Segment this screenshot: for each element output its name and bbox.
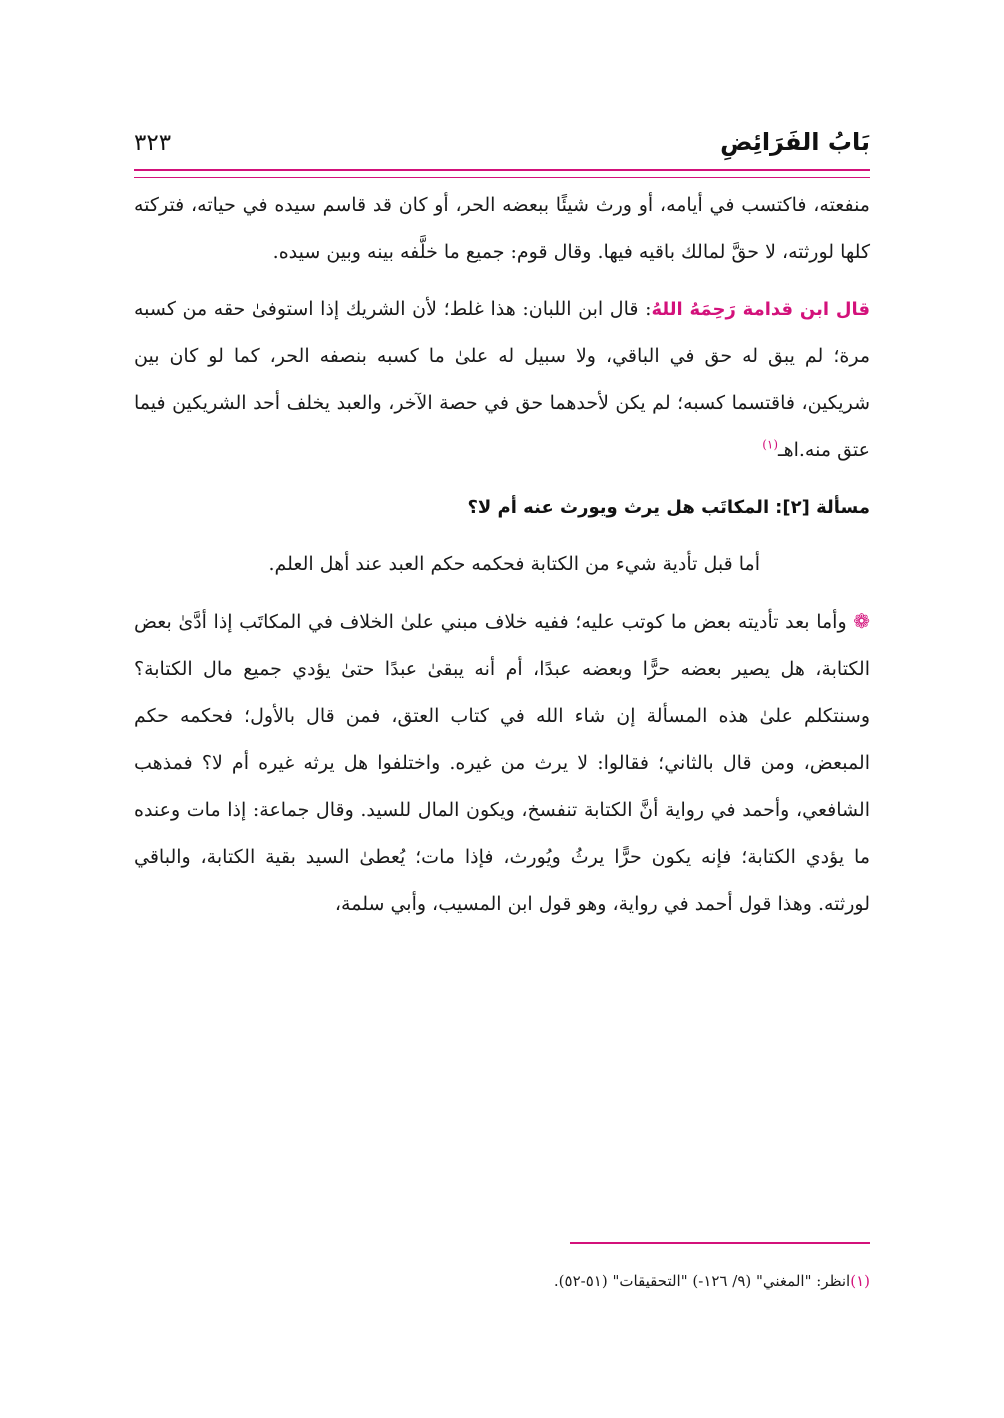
paragraph-3: أما قبل تأدية شيء من الكتابة فحكمه حكم العبد عند أهل العلم. [268, 553, 760, 575]
paragraph-2-text: : قال ابن اللبان: هذا غلط؛ لأن الشريك إذا استوفىٰ حقه من كسبه مرة؛ لم يبق له حق في الباقي، ولا سبيل له علىٰ ما كسبه بنصفه الحر، كما لو كان بين شريكين، فاقتسما كسبه؛ لم يكن لأحدهما حق في حصة الآخر، والعبد يخلف أحد الشريكين فيما عتق منه.اهـ [134, 298, 870, 461]
running-header [134, 128, 870, 168]
paragraph-1: منفعته، فاكتسب في أيامه، أو ورث شيئًا ببعضه الحر، أو كان قد قاسم سيده في حياته، فتركته كلها لورثته، لا حقَّ لمالك باقيه فيها. وقال قوم: جميع ما خلَّفه بينه وبين سيده. [134, 194, 870, 263]
issue-heading [134, 484, 870, 531]
main-text [134, 182, 870, 928]
paragraph-4-text: وأما بعد تأديته بعض ما كوتب عليه؛ ففيه خلاف مبني علىٰ الخلاف في المكاتَب إذا أدَّىٰ بعض الكتابة، هل يصير بعضه حرًّا وبعضه عبدًا، أم أنه يبقىٰ عبدًا حتىٰ يؤدي جميع مال الكتابة؟ وسنتكلم علىٰ هذه المسألة إن شاء الله في كتاب العتق، فمن قال بالأول؛ فحكمه حكم المبعض، ومن قال بالثاني؛ فقالوا: لا يرث من غيره. واختلفوا هل يرثه غيره أم لا؟ فمذهب الشافعي، وأحمد في رواية أنَّ الكتابة تنفسخ، ويكون المال للسيد. وقال جماعة: إذا مات وعنده ما يؤدي الكتابة؛ فإنه يكون حرًّا يرثُ ويُورث، فإذا مات؛ يُعطىٰ السيد بقية الكتابة، والباقي لورثته. وهذا قول أحمد في رواية، وهو قول ابن المسيب، وأبي سلمة، [134, 611, 870, 915]
footnote-text: انظر: "المغني" (٩/ ١٢٦-) "التحقيقات" (٥١-٥٢). [553, 1272, 851, 1290]
page-number: ٣٢٣ [134, 130, 172, 156]
header-divider [134, 169, 870, 178]
issue-label: مسألة [٢]: [775, 497, 870, 518]
footnote-ref[interactable]: (١) [762, 437, 779, 452]
paragraph-2 [134, 286, 870, 474]
flower-ornament-icon: ❁ [853, 609, 870, 633]
footnote [134, 1268, 870, 1294]
issue-title: المكاتَب هل يرث ويورث عنه أم لا؟ [467, 497, 770, 518]
footnote-divider [570, 1242, 870, 1244]
quote-attribution: قال ابن قدامة رَحِمَهُ اللهُ [651, 299, 871, 320]
chapter-title: بَابُ الفَرَائِضِ [720, 128, 870, 156]
paragraph-4 [134, 598, 870, 928]
footnote-number: (١) [850, 1272, 870, 1290]
